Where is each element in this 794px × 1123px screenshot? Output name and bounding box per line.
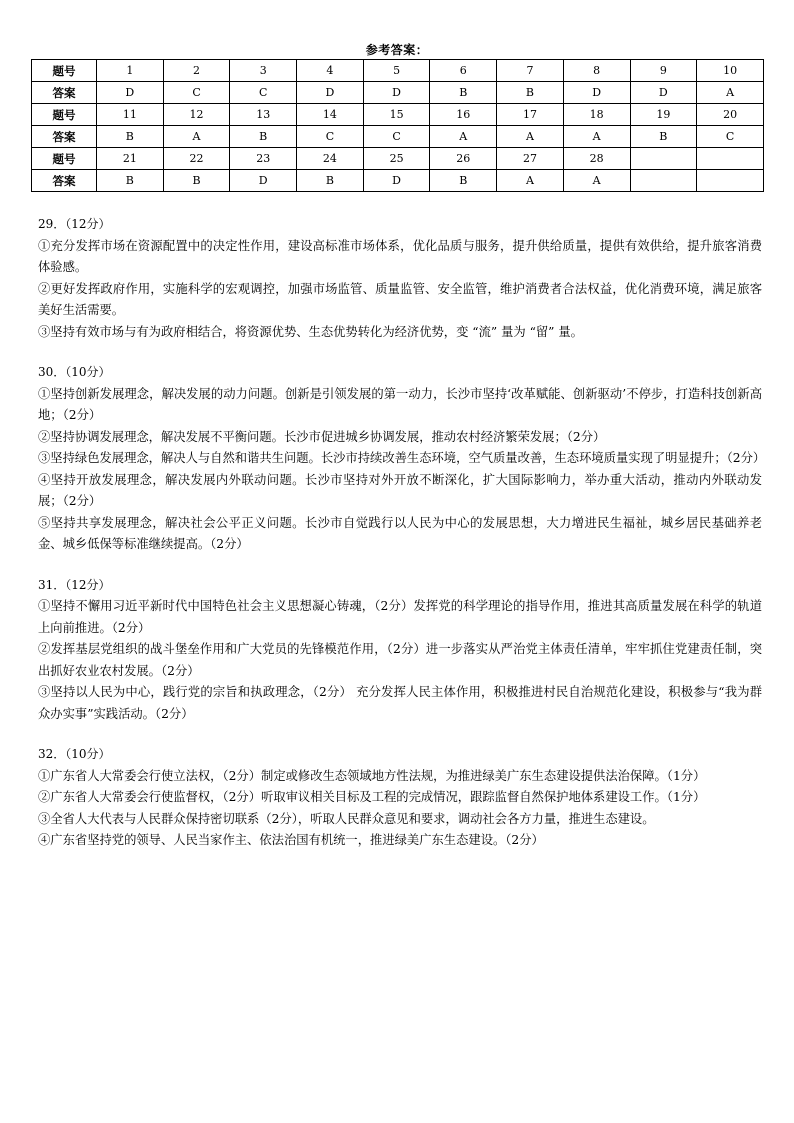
question-number-cell: 17 <box>497 104 564 126</box>
question-number-cell <box>697 148 764 170</box>
answer-cell: C <box>297 126 364 148</box>
answer-cell: C <box>163 82 230 104</box>
question-number-cell: 10 <box>697 60 764 82</box>
row-header: 答案 <box>32 126 97 148</box>
question-section <box>38 575 762 726</box>
answer-cell: D <box>630 82 697 104</box>
answer-point: ②广东省人大常委会行使监督权，（2分）听取审议相关目标及工程的完成情况，跟踪监督自然保护地体系建设工作。（1分） <box>38 790 706 804</box>
question-number-cell: 27 <box>497 148 564 170</box>
row-header: 题号 <box>32 148 97 170</box>
answer-point: ②发挥基层党组织的战斗堡垒作用和广大党员的先锋模范作用，（2分）进一步落实从严治党主体责任清单，牢牢抓住党建责任制，突出抓好农业农村发展。（2分） <box>38 642 762 678</box>
question-number-cell: 28 <box>563 148 630 170</box>
question-number-cell: 5 <box>363 60 430 82</box>
answer-cell: B <box>163 170 230 192</box>
answer-cell: A <box>163 126 230 148</box>
answer-row <box>32 170 764 192</box>
answer-cell: B <box>97 126 164 148</box>
question-number-cell: 16 <box>430 104 497 126</box>
answer-cell: D <box>363 82 430 104</box>
question-number-cell: 2 <box>163 60 230 82</box>
question-number-cell: 23 <box>230 148 297 170</box>
row-header: 答案 <box>32 170 97 192</box>
answer-cell <box>630 170 697 192</box>
answer-point: ①充分发挥市场在资源配置中的决定性作用，建设高标准市场体系，优化品质与服务，提升供给质量，提供有效供给，提升旅客消费体验感。 <box>38 238 762 274</box>
answer-cell: B <box>430 82 497 104</box>
question-number-cell: 6 <box>430 60 497 82</box>
question-number-cell: 7 <box>497 60 564 82</box>
question-number-cell: 25 <box>363 148 430 170</box>
answer-point: ③全省人大代表与人民群众保持密切联系（2分），听取人民群众意见和要求，调动社会各方力量，推进生态建设。 <box>38 811 655 826</box>
question-heading: 30．（10分） <box>38 365 111 379</box>
answer-point: ④广东省坚持党的领导、人民当家作主、依法治国有机统一，推进绿美广东生态建设。（2分） <box>38 833 544 847</box>
answer-row <box>32 126 764 148</box>
row-header: 题号 <box>32 104 97 126</box>
page-title: 参考答案： <box>365 43 429 57</box>
answer-cell: B <box>97 170 164 192</box>
question-number-cell: 19 <box>630 104 697 126</box>
answer-table <box>31 59 764 192</box>
answer-cell <box>697 170 764 192</box>
answer-table-body <box>32 60 764 192</box>
question-number-cell: 12 <box>163 104 230 126</box>
question-number-cell: 22 <box>163 148 230 170</box>
answer-point: ①坚持创新发展理念，解决发展的动力问题。创新是引领发展的第一动力，长沙市坚持‘改革赋能、创新驱动’不停步，打造科技创新高地；（2分） <box>38 386 762 422</box>
answer-cell: A <box>563 126 630 148</box>
question-number-cell <box>630 148 697 170</box>
answer-cell: A <box>430 126 497 148</box>
answer-cell: B <box>630 126 697 148</box>
answer-point: ①坚持不懈用习近平新时代中国特色社会主义思想凝心铸魂，（2分）发挥党的科学理论的指导作用，推进其高质量发展在科学的轨道上向前推进。（2分） <box>38 599 762 635</box>
question-number-cell: 4 <box>297 60 364 82</box>
answer-row <box>32 82 764 104</box>
answer-point: ②更好发挥政府作用，实施科学的宏观调控，加强市场监管、质量监管、安全监管，维护消费者合法权益，优化消费环境，满足旅客美好生活需要。 <box>38 281 762 317</box>
answer-point: ④坚持开放发展理念，解决发展内外联动问题。长沙市坚持对外开放不断深化，扩大国际影响力，举办重大活动，推动内外联动发展；（2分） <box>38 472 762 508</box>
answer-point: ②坚持协调发展理念，解决发展不平衡问题。长沙市促进城乡协调发展，推动农村经济繁荣发展；（2分） <box>38 429 606 444</box>
answer-cell: B <box>497 82 564 104</box>
answer-cell: D <box>563 82 630 104</box>
answer-cell: B <box>297 170 364 192</box>
answer-point: ③坚持绿色发展理念，解决人与自然和谐共生问题。长沙市持续改善生态环境，空气质量改善，生态环境质量实现了明显提升；（2分） <box>38 451 766 465</box>
answer-cell: D <box>97 82 164 104</box>
answer-point: ③坚持有效市场与有为政府相结合，将资源优势、生态优势转化为经济优势，变 “流” 量为 “留” 量。 <box>38 324 583 339</box>
answer-point: ③坚持以人民为中心，践行党的宗旨和执政理念，（2分） 充分发挥人民主体作用，积极推进村民自治规范化建设，积极参与“我为群众办实事”实践活动。（2分） <box>38 685 762 721</box>
question-section <box>38 214 762 343</box>
question-number-row <box>32 104 764 126</box>
answer-cell: A <box>497 126 564 148</box>
question-number-cell: 21 <box>97 148 164 170</box>
answer-cell: C <box>697 126 764 148</box>
question-number-cell: 24 <box>297 148 364 170</box>
question-number-cell: 26 <box>430 148 497 170</box>
answer-cell: B <box>430 170 497 192</box>
question-heading: 32．（10分） <box>38 747 111 761</box>
answer-cell: A <box>563 170 630 192</box>
question-number-cell: 18 <box>563 104 630 126</box>
question-number-cell: 1 <box>97 60 164 82</box>
question-number-cell: 15 <box>363 104 430 126</box>
row-header: 答案 <box>32 82 97 104</box>
answer-sections <box>38 214 766 871</box>
question-heading: 31．（12分） <box>38 577 111 592</box>
question-number-cell: 11 <box>97 104 164 126</box>
question-number-cell: 8 <box>563 60 630 82</box>
question-section <box>38 362 766 556</box>
question-number-cell: 13 <box>230 104 297 126</box>
answer-cell: D <box>297 82 364 104</box>
question-number-cell: 20 <box>697 104 764 126</box>
answer-point: ⑤坚持共享发展理念，解决社会公平正义问题。长沙市自觉践行以人民为中心的发展思想，大力增进民生福祉，城乡居民基础养老金、城乡低保等标准继续提高。（2分） <box>38 515 762 551</box>
question-number-cell: 14 <box>297 104 364 126</box>
row-header: 题号 <box>32 60 97 82</box>
answer-cell: A <box>497 170 564 192</box>
question-number-cell: 3 <box>230 60 297 82</box>
question-number-row <box>32 60 764 82</box>
answer-cell: D <box>363 170 430 192</box>
answer-point: ①广东省人大常委会行使立法权，（2分）制定或修改生态领域地方性法规，为推进绿美广东生态建设提供法治保障。（1分） <box>38 768 706 783</box>
answer-cell: B <box>230 126 297 148</box>
question-heading: 29．（12分） <box>38 217 111 231</box>
answer-cell: D <box>230 170 297 192</box>
answer-cell: A <box>697 82 764 104</box>
question-number-cell: 9 <box>630 60 697 82</box>
question-number-row <box>32 148 764 170</box>
answer-cell: C <box>363 126 430 148</box>
question-section <box>38 744 762 852</box>
answer-cell: C <box>230 82 297 104</box>
